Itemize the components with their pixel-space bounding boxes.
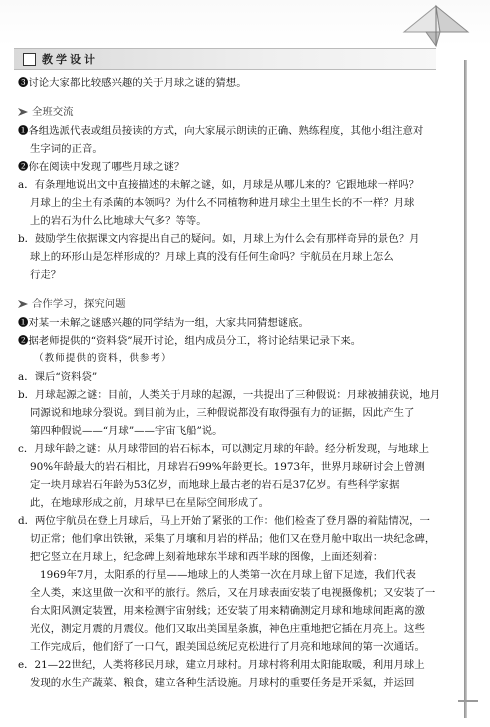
text-line: ❷你在阅读中发现了哪些月球之谜？ xyxy=(18,161,185,173)
text-line: 把它竖立在月球上，纪念碑上刻着地球东半球和西半球的图像，上面还刻着： xyxy=(30,551,384,563)
intro-line: ❸讨论大家都比较感兴趣的关于月球之谜的猜想。 xyxy=(18,77,247,89)
header-title: 教学设计 xyxy=(42,53,98,66)
text-line: 上的岩石为什么比地球大气多？等等。 xyxy=(30,215,207,227)
text-line: 行走？ xyxy=(30,269,62,281)
text-line: a．有条理地说出文中直接描述的未解之谜，如，月球是从哪儿来的？它跟地球一样吗？ xyxy=(18,179,420,191)
right-margin-rule xyxy=(464,60,467,718)
text-line: 发现的水生产蔬菜、粮食，建立各种生活设施。月球村的重要任务是开采氦，并运回 xyxy=(30,677,415,689)
reference-note: （教师提供的资料，供参考） xyxy=(34,353,172,364)
text-line: 生字词的正音。 xyxy=(30,143,103,155)
paper-plane-logo-icon xyxy=(396,2,476,48)
text-line: 台太阳风测定装置，用来检测宇宙射线；还安装了用来精确测定月球和地球间距离的激 xyxy=(30,605,425,617)
text-line: 工作完成后，他们舒了一口气，跟美国总统尼克松进行了月亮和地球间的第一次通话。 xyxy=(30,641,425,653)
text-line: 第四种假说——“月球”——宇宙飞船”说。 xyxy=(30,425,223,437)
text-line: b．月球起源之谜：目前，人类关于月球的起源，一共提出了三种假说：月球被捕获说，地月 xyxy=(18,389,441,401)
text-line: e．21—22世纪，人类将移民月球，建立月球村。月球村将利用太阳能取暖，利用月球上 xyxy=(18,659,425,671)
header-square-icon xyxy=(23,53,36,66)
text-line: b．鼓励学生依据课文内容提出自己的疑问。如，月球上为什么会有那样奇异的景色？月 xyxy=(18,233,420,245)
section-title: 全班交流 xyxy=(32,106,74,118)
text-line: ❶对某一未解之谜感兴趣的同学结为一组，大家共同猜想谜底。 xyxy=(18,317,309,329)
text-line: 此，在地球形成之前，月球早已在星际空间形成了。 xyxy=(30,497,269,509)
section-title: 合作学习，探究问题 xyxy=(32,298,126,310)
section-heading-class-discussion xyxy=(18,102,458,122)
text-line: ❶各组选派代表或组员接读的方式，向大家展示朗读的正确、熟练程度，其他小组注意对 xyxy=(18,125,424,137)
text-line: 全人类，来这里做一次和平的旅行。然后，又在月球表面安装了电视摄像机；又安装了一 xyxy=(30,587,436,599)
text-line: 月球上的尘土有杀菌的本领吗？为什么不同植物种进月球尘土里生长的不一样？月球 xyxy=(30,197,415,209)
arrow-bullet-icon xyxy=(18,107,28,117)
text-line: 定一块月球岩石年龄为53亿岁，而地球上最古老的岩石是37亿岁。有些科学家据 xyxy=(30,479,400,491)
text-line: 切正常；他们拿出铁锹，采集了月壤和月岩的样品；他们又在登月舱中取出一块纪念碑， xyxy=(30,533,436,545)
text-line: 光仪，测定月震的月震仪。他们又取出美国星条旗，神色庄重地把它插在月亮上。这些 xyxy=(30,623,425,635)
section-heading-cooperative-learning xyxy=(18,294,458,314)
text-line: a．课后“资料袋” xyxy=(18,371,98,383)
text-line: 球上的环形山是怎样形成的？月球上真的没有任何生命吗？宇航员在月球上怎么 xyxy=(30,251,394,263)
text-line: 90%年龄最大的岩石相比，月球岩石99%年龄更长。1973年，世界月球研讨会上曾测 xyxy=(30,461,425,473)
header-bar xyxy=(14,48,436,70)
page-tick-mark xyxy=(458,700,478,702)
text-line: ❷据老师提供的“资料袋”展开讨论，组内成员分工，将讨论结果记录下来。 xyxy=(18,335,362,347)
text-line: d．两位宇航员在登上月球后，马上开始了紧张的工作：他们检查了登月器的着陆情况，一 xyxy=(18,515,430,527)
arrow-bullet-icon xyxy=(18,299,28,309)
text-line: c．月球年龄之谜：从月球带回的岩石标本，可以测定月球的年龄。经分析发现，与地球上 xyxy=(18,443,430,455)
text-line: 1969年7月，太阳系的行星——地球上的人类第一次在月球上留下足迹，我们代表 xyxy=(40,569,416,581)
text-line: 同源说和地球分裂说。到目前为止，三种假说都没有取得强有力的证据，因此产生了 xyxy=(30,407,415,419)
page-content xyxy=(18,74,458,692)
